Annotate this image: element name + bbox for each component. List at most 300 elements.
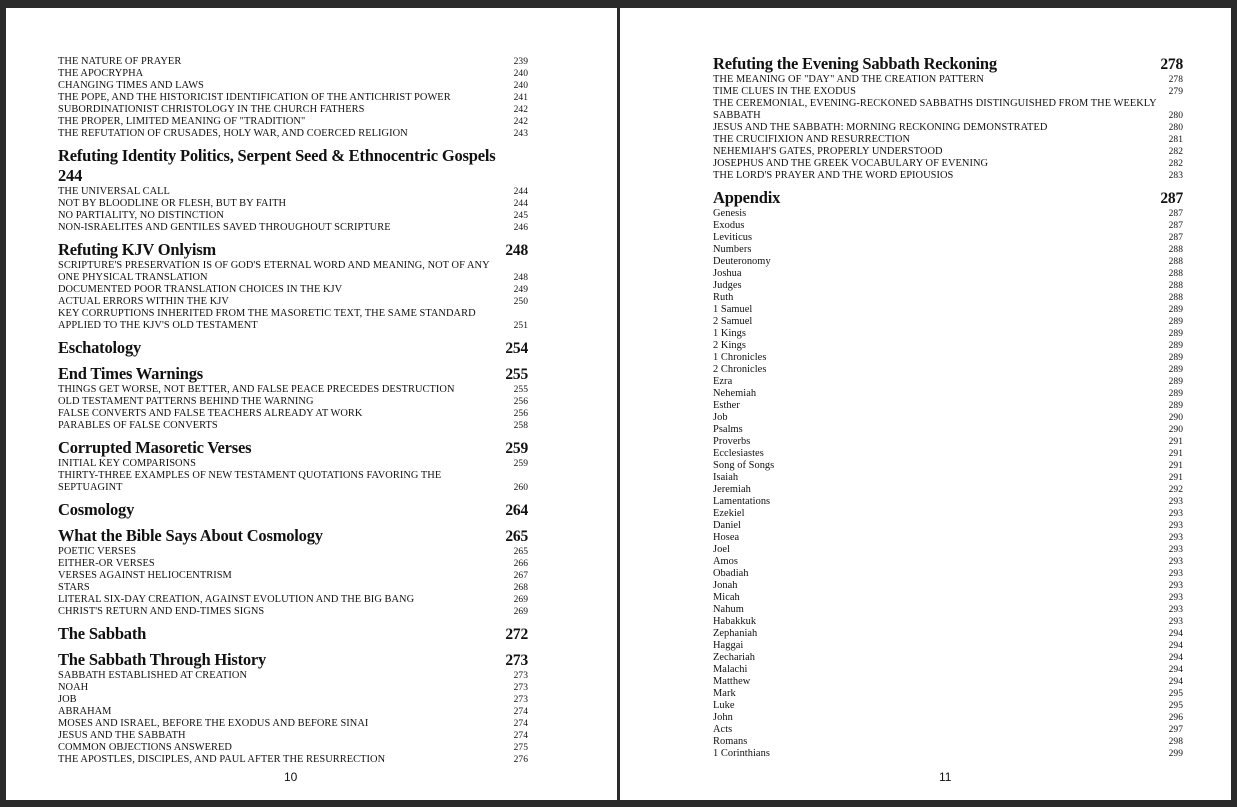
toc-title: Ruth bbox=[713, 292, 734, 303]
toc-title: SUBORDINATIONIST CHRISTOLOGY IN THE CHURCH FATHERS bbox=[58, 104, 365, 115]
toc-page-ref: 274 bbox=[513, 731, 528, 741]
toc-page-ref: 295 bbox=[1168, 701, 1183, 711]
toc-page-ref: 287 bbox=[1168, 233, 1183, 243]
toc-page-ref: 246 bbox=[513, 223, 528, 233]
toc-title: Acts bbox=[713, 724, 733, 735]
toc-entry[interactable] bbox=[713, 280, 1183, 292]
toc-title: EITHER-OR VERSES bbox=[58, 558, 155, 569]
toc-page-ref: 281 bbox=[1168, 135, 1183, 145]
toc-page-ref: 283 bbox=[1168, 171, 1183, 181]
toc-title: Song of Songs bbox=[713, 460, 775, 471]
toc-entry[interactable] bbox=[58, 384, 528, 396]
toc-page-ref: 291 bbox=[1168, 449, 1183, 459]
toc-entry[interactable] bbox=[713, 544, 1183, 556]
toc-title: Obadiah bbox=[713, 568, 749, 579]
toc-entry[interactable] bbox=[58, 754, 528, 766]
toc-entry[interactable] bbox=[713, 748, 1183, 760]
toc-title: DOCUMENTED POOR TRANSLATION CHOICES IN THE KJV bbox=[58, 284, 343, 295]
toc-entry[interactable] bbox=[58, 116, 528, 128]
toc-entry[interactable] bbox=[58, 570, 528, 582]
toc-title: Numbers bbox=[713, 244, 752, 255]
toc-entry[interactable] bbox=[713, 122, 1183, 134]
toc-title: THE APOCRYPHA bbox=[58, 68, 144, 79]
toc-title: Ezra bbox=[713, 376, 733, 387]
toc-title: Jeremiah bbox=[713, 484, 751, 495]
toc-entry[interactable] bbox=[58, 396, 528, 408]
toc-section-heading[interactable] bbox=[58, 146, 528, 166]
toc-entry[interactable] bbox=[713, 134, 1183, 146]
toc-entry[interactable] bbox=[713, 268, 1183, 280]
toc-entry[interactable] bbox=[713, 388, 1183, 400]
toc-entry[interactable] bbox=[713, 256, 1183, 268]
toc-title: What the Bible Says About Cosmology bbox=[58, 526, 323, 545]
toc-entry[interactable] bbox=[713, 640, 1183, 652]
toc-title: Exodus bbox=[713, 220, 745, 231]
toc-title: MOSES AND ISRAEL, BEFORE THE EXODUS AND BEFORE SINAI bbox=[58, 718, 369, 729]
toc-title: THE MEANING OF "DAY" AND THE CREATION PATTERN bbox=[713, 74, 984, 85]
toc-page-ref: 288 bbox=[1168, 293, 1183, 303]
toc-title: Nahum bbox=[713, 604, 744, 615]
toc-page-ref: 293 bbox=[1168, 497, 1183, 507]
toc-entry[interactable] bbox=[713, 568, 1183, 580]
toc-title: TIME CLUES IN THE EXODUS bbox=[713, 86, 857, 97]
toc-entry[interactable] bbox=[58, 128, 528, 140]
toc-entry[interactable] bbox=[713, 652, 1183, 664]
toc-page-right bbox=[620, 8, 1231, 800]
toc-page-ref: 289 bbox=[1168, 377, 1183, 387]
toc-page-left bbox=[6, 8, 617, 800]
toc-page-ref: 289 bbox=[1168, 329, 1183, 339]
toc-title: SCRIPTURE'S PRESERVATION IS OF GOD'S ETERNAL WORD AND MEANING, NOT OF ANY bbox=[58, 260, 490, 271]
toc-page-ref: 243 bbox=[513, 129, 528, 139]
toc-page-ref: 293 bbox=[1168, 617, 1183, 627]
toc-page-ref: 275 bbox=[513, 743, 528, 753]
toc-entry[interactable] bbox=[713, 86, 1183, 98]
toc-title: ONE PHYSICAL TRANSLATION bbox=[58, 272, 208, 283]
toc-title: 244 bbox=[58, 166, 83, 185]
toc-section-heading[interactable] bbox=[58, 240, 528, 260]
toc-title: APPLIED TO THE KJV'S OLD TESTAMENT bbox=[58, 320, 258, 331]
toc-title: John bbox=[713, 712, 733, 723]
toc-entry[interactable] bbox=[713, 736, 1183, 748]
toc-entry[interactable] bbox=[58, 742, 528, 754]
toc-page-ref: 295 bbox=[1168, 689, 1183, 699]
toc-page-ref: 278 bbox=[1168, 75, 1183, 85]
toc-entry[interactable] bbox=[713, 304, 1183, 316]
toc-page-ref: 279 bbox=[1168, 87, 1183, 97]
toc-section-heading[interactable] bbox=[58, 338, 528, 358]
toc-page-ref: 245 bbox=[513, 211, 528, 221]
toc-entry[interactable] bbox=[713, 74, 1183, 86]
toc-page-ref: 294 bbox=[1168, 629, 1183, 639]
toc-page-ref: 280 bbox=[1168, 123, 1183, 133]
toc-title: Luke bbox=[713, 700, 735, 711]
toc-page-ref: 266 bbox=[513, 559, 528, 569]
toc-entry[interactable] bbox=[58, 694, 528, 706]
toc-page-ref: 268 bbox=[513, 583, 528, 593]
toc-title: THE APOSTLES, DISCIPLES, AND PAUL AFTER THE RESURRECTION bbox=[58, 754, 386, 765]
toc-page-ref: 265 bbox=[513, 547, 528, 557]
toc-entry[interactable] bbox=[713, 532, 1183, 544]
toc-page-ref: 250 bbox=[513, 297, 528, 307]
toc-page-ref: 287 bbox=[1160, 190, 1183, 207]
toc-title: Refuting KJV Onlyism bbox=[58, 240, 216, 259]
toc-page-ref: 289 bbox=[1168, 365, 1183, 375]
toc-page-ref: 260 bbox=[513, 483, 528, 493]
toc-title: PARABLES OF FALSE CONVERTS bbox=[58, 420, 218, 431]
toc-entry[interactable] bbox=[713, 232, 1183, 244]
toc-page-ref: 293 bbox=[1168, 581, 1183, 591]
toc-page-ref: 289 bbox=[1168, 401, 1183, 411]
toc-entry[interactable] bbox=[713, 520, 1183, 532]
toc-page-ref: 254 bbox=[505, 340, 528, 357]
toc-title: THE NATURE OF PRAYER bbox=[58, 56, 182, 67]
toc-entry[interactable] bbox=[713, 688, 1183, 700]
toc-page-ref: 299 bbox=[1168, 749, 1183, 759]
toc-title: FALSE CONVERTS AND FALSE TEACHERS ALREADY AT WORK bbox=[58, 408, 363, 419]
toc-entry[interactable] bbox=[58, 408, 528, 420]
toc-page-ref: 287 bbox=[1168, 221, 1183, 231]
toc-page-ref: 269 bbox=[513, 607, 528, 617]
toc-title: Joel bbox=[713, 544, 730, 555]
toc-page-ref: 294 bbox=[1168, 653, 1183, 663]
toc-page-ref: 293 bbox=[1168, 509, 1183, 519]
toc-entry[interactable] bbox=[713, 484, 1183, 496]
toc-title: Deuteronomy bbox=[713, 256, 771, 267]
toc-page-ref: 293 bbox=[1168, 605, 1183, 615]
toc-page-ref: 256 bbox=[513, 397, 528, 407]
toc-title: VERSES AGAINST HELIOCENTRISM bbox=[58, 570, 232, 581]
toc-entry[interactable] bbox=[58, 458, 528, 470]
toc-page-ref: 256 bbox=[513, 409, 528, 419]
toc-page-ref: 294 bbox=[1168, 641, 1183, 651]
toc-title: Psalms bbox=[713, 424, 743, 435]
toc-entry[interactable] bbox=[713, 244, 1183, 256]
toc-entry[interactable] bbox=[713, 110, 1183, 122]
toc-page-ref: 293 bbox=[1168, 545, 1183, 555]
toc-title: Eschatology bbox=[58, 338, 142, 357]
toc-entry[interactable] bbox=[713, 580, 1183, 592]
toc-title: INITIAL KEY COMPARISONS bbox=[58, 458, 196, 469]
toc-title: CHANGING TIMES AND LAWS bbox=[58, 80, 204, 91]
toc-title: THIRTY-THREE EXAMPLES OF NEW TESTAMENT QUOTATIONS FAVORING THE bbox=[58, 470, 442, 481]
toc-title: Haggai bbox=[713, 640, 744, 651]
toc-entry[interactable] bbox=[58, 582, 528, 594]
toc-page-ref: 242 bbox=[513, 105, 528, 115]
toc-title: Corrupted Masoretic Verses bbox=[58, 438, 252, 457]
toc-entry[interactable] bbox=[58, 670, 528, 682]
toc-entry[interactable] bbox=[58, 92, 528, 104]
toc-entry[interactable] bbox=[58, 308, 528, 320]
toc-title: 1 Kings bbox=[713, 328, 746, 339]
toc-entry[interactable] bbox=[713, 220, 1183, 232]
toc-title: Matthew bbox=[713, 676, 751, 687]
toc-entry[interactable] bbox=[713, 412, 1183, 424]
toc-title: NOT BY BLOODLINE OR FLESH, BUT BY FAITH bbox=[58, 198, 287, 209]
toc-title: Appendix bbox=[713, 188, 781, 207]
toc-title: THE CRUCIFIXION AND RESURRECTION bbox=[713, 134, 911, 145]
toc-title: NON-ISRAELITES AND GENTILES SAVED THROUGHOUT SCRIPTURE bbox=[58, 222, 391, 233]
toc-entry[interactable] bbox=[58, 68, 528, 80]
toc-entry[interactable] bbox=[58, 682, 528, 694]
toc-title: The Sabbath Through History bbox=[58, 650, 267, 669]
toc-title: Hosea bbox=[713, 532, 740, 543]
toc-title: THE CEREMONIAL, EVENING-RECKONED SABBATHS DISTINGUISHED FROM THE WEEKLY bbox=[713, 98, 1157, 109]
toc-entry[interactable] bbox=[713, 352, 1183, 364]
toc-title: 1 Chronicles bbox=[713, 352, 767, 363]
toc-title: OLD TESTAMENT PATTERNS BEHIND THE WARNING bbox=[58, 396, 314, 407]
toc-entry[interactable] bbox=[58, 730, 528, 742]
toc-page-ref: 264 bbox=[505, 502, 528, 519]
toc-title: COMMON OBJECTIONS ANSWERED bbox=[58, 742, 232, 753]
toc-entry[interactable] bbox=[58, 80, 528, 92]
toc-title: ABRAHAM bbox=[58, 706, 112, 717]
toc-title: STARS bbox=[58, 582, 90, 593]
toc-page-ref: 240 bbox=[513, 81, 528, 91]
toc-title: 2 Samuel bbox=[713, 316, 753, 327]
toc-entry[interactable] bbox=[713, 376, 1183, 388]
toc-page-ref: 269 bbox=[513, 595, 528, 605]
toc-entry[interactable] bbox=[58, 198, 528, 210]
toc-page-ref: 291 bbox=[1168, 473, 1183, 483]
toc-title: JESUS AND THE SABBATH: MORNING RECKONING DEMONSTRATED bbox=[713, 122, 1048, 133]
toc-page-ref: 292 bbox=[1168, 485, 1183, 495]
toc-section-heading[interactable] bbox=[58, 624, 528, 644]
toc-title: JOB bbox=[58, 694, 77, 705]
toc-title: Mark bbox=[713, 688, 736, 699]
toc-title: 1 Samuel bbox=[713, 304, 753, 315]
toc-entry[interactable] bbox=[58, 470, 528, 482]
toc-page-ref: 240 bbox=[513, 69, 528, 79]
toc-page-ref: 255 bbox=[513, 385, 528, 395]
toc-entry[interactable] bbox=[58, 104, 528, 116]
toc-entry[interactable] bbox=[58, 558, 528, 570]
toc-title: THE UNIVERSAL CALL bbox=[58, 186, 170, 197]
toc-title: Amos bbox=[713, 556, 739, 567]
toc-entry[interactable] bbox=[713, 508, 1183, 520]
toc-page-ref: 272 bbox=[505, 626, 528, 643]
toc-title: CHRIST'S RETURN AND END-TIMES SIGNS bbox=[58, 606, 265, 617]
toc-title: Joshua bbox=[713, 268, 742, 279]
toc-page-ref: 278 bbox=[1160, 56, 1183, 73]
toc-entry[interactable] bbox=[713, 436, 1183, 448]
toc-page-ref: 273 bbox=[513, 671, 528, 681]
toc-entry[interactable] bbox=[58, 210, 528, 222]
toc-page-ref: 249 bbox=[513, 285, 528, 295]
toc-title: THE PROPER, LIMITED MEANING OF "TRADITION" bbox=[58, 116, 306, 127]
toc-entry[interactable] bbox=[713, 676, 1183, 688]
toc-entry[interactable] bbox=[713, 448, 1183, 460]
toc-title: Habakkuk bbox=[713, 616, 757, 627]
toc-entry[interactable] bbox=[58, 594, 528, 606]
toc-entry[interactable] bbox=[713, 628, 1183, 640]
toc-page-ref: 273 bbox=[513, 695, 528, 705]
toc-title: Micah bbox=[713, 592, 740, 603]
toc-entry[interactable] bbox=[713, 460, 1183, 472]
toc-title: Jonah bbox=[713, 580, 738, 591]
toc-page-ref: 259 bbox=[513, 459, 528, 469]
toc-title: SABBATH ESTABLISHED AT CREATION bbox=[58, 670, 248, 681]
toc-section-heading[interactable] bbox=[58, 500, 528, 520]
toc-entry[interactable] bbox=[713, 496, 1183, 508]
toc-page-ref: 290 bbox=[1168, 413, 1183, 423]
toc-entry[interactable] bbox=[713, 316, 1183, 328]
toc-entry[interactable] bbox=[713, 98, 1183, 110]
toc-title: Leviticus bbox=[713, 232, 753, 243]
toc-page-ref: 289 bbox=[1168, 341, 1183, 351]
toc-title: Zephaniah bbox=[713, 628, 758, 639]
toc-page-ref: 265 bbox=[505, 528, 528, 545]
toc-entry[interactable] bbox=[58, 482, 528, 494]
toc-page-ref: 289 bbox=[1168, 389, 1183, 399]
toc-title: The Sabbath bbox=[58, 624, 147, 643]
toc-page-ref: 291 bbox=[1168, 437, 1183, 447]
toc-title: Daniel bbox=[713, 520, 741, 531]
toc-page-ref: 293 bbox=[1168, 569, 1183, 579]
toc-entry[interactable] bbox=[58, 546, 528, 558]
toc-page-ref: 267 bbox=[513, 571, 528, 581]
toc-page-ref: 288 bbox=[1168, 281, 1183, 291]
toc-entry[interactable] bbox=[713, 556, 1183, 568]
toc-page-ref: 296 bbox=[1168, 713, 1183, 723]
toc-page-ref: 298 bbox=[1168, 737, 1183, 747]
page-number: 11 bbox=[939, 770, 952, 784]
toc-title: Refuting the Evening Sabbath Reckoning bbox=[713, 54, 997, 73]
toc-entry[interactable] bbox=[713, 158, 1183, 170]
toc-title: NO PARTIALITY, NO DISTINCTION bbox=[58, 210, 224, 221]
toc-title: SABBATH bbox=[713, 110, 761, 121]
toc-entry[interactable] bbox=[58, 706, 528, 718]
toc-page-ref: 273 bbox=[505, 652, 528, 669]
toc-page-ref: 241 bbox=[513, 93, 528, 103]
toc-section-heading[interactable] bbox=[58, 166, 528, 186]
toc-page-ref: 289 bbox=[1168, 353, 1183, 363]
toc-page-ref: 289 bbox=[1168, 305, 1183, 315]
toc-page-ref: 291 bbox=[1168, 461, 1183, 471]
toc-page-ref: 244 bbox=[513, 187, 528, 197]
toc-page-ref: 251 bbox=[513, 321, 528, 331]
toc-page-ref: 293 bbox=[1168, 557, 1183, 567]
toc-entry[interactable] bbox=[713, 712, 1183, 724]
page-number: 10 bbox=[284, 770, 298, 784]
toc-title: Ezekiel bbox=[713, 508, 745, 519]
toc-section-heading[interactable] bbox=[713, 188, 1183, 208]
toc-page-ref: 282 bbox=[1168, 147, 1183, 157]
toc-entry[interactable] bbox=[58, 56, 528, 68]
toc-title: Cosmology bbox=[58, 500, 135, 519]
toc-entry[interactable] bbox=[58, 260, 528, 272]
toc-entry[interactable] bbox=[713, 424, 1183, 436]
toc-page-ref: 288 bbox=[1168, 257, 1183, 267]
toc-page-ref: 293 bbox=[1168, 521, 1183, 531]
toc-entry[interactable] bbox=[713, 292, 1183, 304]
toc-title: ACTUAL ERRORS WITHIN THE KJV bbox=[58, 296, 229, 307]
toc-title: Lamentations bbox=[713, 496, 771, 507]
toc-entry[interactable] bbox=[713, 400, 1183, 412]
toc-title: Nehemiah bbox=[713, 388, 757, 399]
toc-title: Isaiah bbox=[713, 472, 739, 483]
toc-page-ref: 274 bbox=[513, 719, 528, 729]
toc-entry[interactable] bbox=[58, 284, 528, 296]
toc-title: Judges bbox=[713, 280, 742, 291]
toc-entry[interactable] bbox=[713, 146, 1183, 158]
toc-entry[interactable] bbox=[713, 170, 1183, 182]
toc-title: 2 Kings bbox=[713, 340, 746, 351]
toc-entry[interactable] bbox=[713, 364, 1183, 376]
toc-entry[interactable] bbox=[713, 616, 1183, 628]
toc-title: 2 Chronicles bbox=[713, 364, 767, 375]
toc-entry[interactable] bbox=[58, 186, 528, 198]
toc-title: KEY CORRUPTIONS INHERITED FROM THE MASORETIC TEXT, THE SAME STANDARD bbox=[58, 308, 476, 319]
toc-entry[interactable] bbox=[713, 472, 1183, 484]
toc-page-ref: 244 bbox=[513, 199, 528, 209]
toc-title: THINGS GET WORSE, NOT BETTER, AND FALSE PEACE PRECEDES DESTRUCTION bbox=[58, 384, 455, 395]
toc-entry[interactable] bbox=[713, 208, 1183, 220]
toc-section-heading[interactable] bbox=[58, 650, 528, 670]
toc-title: Zechariah bbox=[713, 652, 755, 663]
toc-entry[interactable] bbox=[713, 700, 1183, 712]
toc-section-heading[interactable] bbox=[58, 526, 528, 546]
toc-entry[interactable] bbox=[58, 606, 528, 618]
toc-entry[interactable] bbox=[58, 420, 528, 432]
toc-page-ref: 294 bbox=[1168, 665, 1183, 675]
toc-title: JESUS AND THE SABBATH bbox=[58, 730, 186, 741]
toc-title: THE LORD'S PRAYER AND THE WORD EPIOUSIOS bbox=[713, 170, 954, 181]
toc-entry[interactable] bbox=[58, 222, 528, 234]
toc-title: Romans bbox=[713, 736, 748, 747]
toc-page-ref: 239 bbox=[513, 57, 528, 67]
toc-page-ref: 289 bbox=[1168, 317, 1183, 327]
toc-title: THE POPE, AND THE HISTORICIST IDENTIFICATION OF THE ANTICHRIST POWER bbox=[58, 92, 451, 103]
toc-title: Ecclesiastes bbox=[713, 448, 764, 459]
toc-page-ref: 248 bbox=[505, 242, 528, 259]
toc-title: End Times Warnings bbox=[58, 364, 203, 383]
toc-title: LITERAL SIX-DAY CREATION, AGAINST EVOLUTION AND THE BIG BANG bbox=[58, 594, 415, 605]
toc-page-ref: 276 bbox=[513, 755, 528, 765]
toc-title: Genesis bbox=[713, 208, 747, 219]
toc-entry[interactable] bbox=[713, 604, 1183, 616]
toc-title: Esther bbox=[713, 400, 740, 411]
toc-entry[interactable] bbox=[58, 272, 528, 284]
toc-page-ref: 242 bbox=[513, 117, 528, 127]
toc-page-ref: 297 bbox=[1168, 725, 1183, 735]
toc-section-heading[interactable] bbox=[58, 364, 528, 384]
toc-title: THE REFUTATION OF CRUSADES, HOLY WAR, AND COERCED RELIGION bbox=[58, 128, 408, 139]
toc-title: 1 Corinthians bbox=[713, 748, 770, 759]
toc-page-ref: 259 bbox=[505, 440, 528, 457]
toc-page-ref: 293 bbox=[1168, 533, 1183, 543]
toc-entry[interactable] bbox=[713, 724, 1183, 736]
toc-page-ref: 273 bbox=[513, 683, 528, 693]
toc-entry[interactable] bbox=[713, 592, 1183, 604]
toc-page-ref: 290 bbox=[1168, 425, 1183, 435]
toc-entry[interactable] bbox=[58, 320, 528, 332]
toc-title: NEHEMIAH'S GATES, PROPERLY UNDERSTOOD bbox=[713, 146, 943, 157]
toc-entry[interactable] bbox=[713, 328, 1183, 340]
toc-section-heading[interactable] bbox=[713, 54, 1183, 74]
toc-page-ref: 282 bbox=[1168, 159, 1183, 169]
toc-page-ref: 293 bbox=[1168, 593, 1183, 603]
toc-page-ref: 288 bbox=[1168, 269, 1183, 279]
toc-entry[interactable] bbox=[713, 664, 1183, 676]
toc-page-ref: 280 bbox=[1168, 111, 1183, 121]
toc-entry[interactable] bbox=[58, 718, 528, 730]
toc-page-ref: 287 bbox=[1168, 209, 1183, 219]
toc-title: JOSEPHUS AND THE GREEK VOCABULARY OF EVENING bbox=[713, 158, 989, 169]
toc-section-heading[interactable] bbox=[58, 438, 528, 458]
toc-entry[interactable] bbox=[713, 340, 1183, 352]
toc-entry[interactable] bbox=[58, 296, 528, 308]
